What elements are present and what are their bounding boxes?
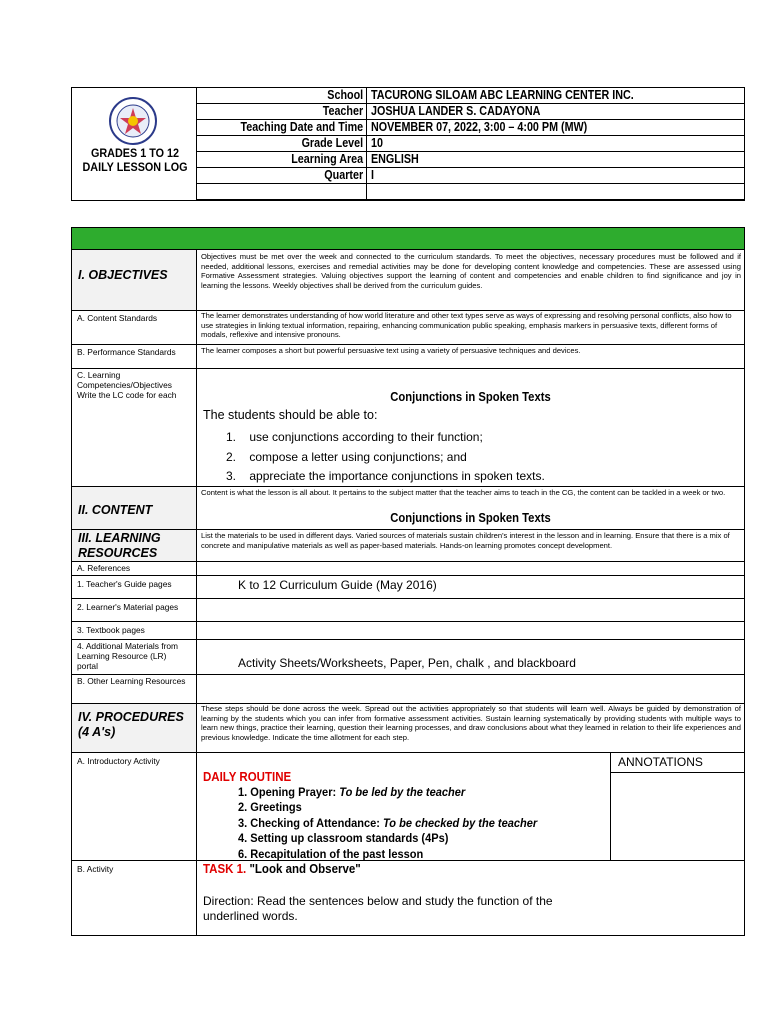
resources-title: III. LEARNING RESOURCES xyxy=(78,531,161,560)
blank-row xyxy=(197,184,745,200)
grade-row: Grade Level 10 xyxy=(197,136,745,152)
textbook-label: 3. Textbook pages xyxy=(77,625,145,635)
daily-routine-heading: DAILY ROUTINE xyxy=(203,770,292,784)
intro-activity-label: A. Introductory Activity xyxy=(77,756,160,766)
task-heading: TASK 1. "Look and Observe" xyxy=(203,862,361,876)
content-topic: Conjunctions in Spoken Texts xyxy=(390,511,551,525)
annotations-divider xyxy=(610,752,611,860)
content-label-cell xyxy=(72,487,196,529)
teacher-row: Teacher JOSHUA LANDER S. CADAYONA xyxy=(197,104,745,120)
performance-standards-text: The learner composes a short but powerful persuasive text using a variety of persuasive techniques and devices. xyxy=(201,346,581,355)
header-info-table xyxy=(196,87,745,200)
activity-label: B. Activity xyxy=(77,864,114,874)
list-item: 2. Greetings xyxy=(238,800,302,815)
list-item: 2. compose a letter using conjunctions; and xyxy=(226,449,467,464)
objectives-desc: Objectives must be met over the week and connected to the curriculum standards. To meet the objectives, necessary procedures must be followed and if needed, additional lessons, exercises and remedial activities may be done for developing content knowledge and competencies. These are assessed using Formative Assessment strategies. Valuing objectives support the learning of content and competencies and enable children to find significance and joy in learning the lessons. Weekly objectives shall be derived from the curriculum guides. xyxy=(201,252,741,290)
competencies-topic: Conjunctions in Spoken Texts xyxy=(390,390,551,404)
procedures-title: IV. PROCEDURES (4 A's) xyxy=(78,710,184,739)
list-item: 3. appreciate the importance conjunctions in spoken texts. xyxy=(226,469,545,483)
competencies-label: C. Learning Competencies/Objectives Write the LC code for each xyxy=(77,370,177,400)
annotations-header: ANNOTATIONS xyxy=(618,755,703,769)
list-item: 1. use conjunctions according to their function; xyxy=(226,430,483,444)
lr-portal-value: Activity Sheets/Worksheets, Paper, Pen, chalk , and blackboard xyxy=(238,656,576,670)
competencies-list xyxy=(226,428,545,487)
references-label: A. References xyxy=(77,563,131,573)
procedures-label-cell xyxy=(72,704,196,752)
log-title: GRADES 1 TO 12 DAILY LESSON LOG xyxy=(82,146,188,174)
green-band xyxy=(71,227,745,250)
procedures-desc: These steps should be done across the week. Spread out the activities appropriately so that students will learn well. Always be guided by demonstration of learning by the students which you can infer from formative assessment activities. Sustain learning systematically by providing students with multiple ways to learn new things, practice their learning, question their learning processes, and draw conclusions about what they learned in relation to their life experiences and previous knowledge. Indicate the time allotment for each step. xyxy=(201,704,741,742)
teachers-guide-label: 1. Teacher's Guide pages xyxy=(77,579,172,589)
objectives-title: I. OBJECTIVES xyxy=(78,268,168,282)
list-item: 6. Recapitulation of the past lesson xyxy=(238,846,424,861)
routine-list xyxy=(238,785,537,862)
task-direction: Direction: Read the sentences below and study the function of the underlined words. xyxy=(203,894,553,923)
list-item: 3. Checking of Attendance: To be checked by the teacher xyxy=(238,815,538,830)
quarter-row: Quarter I xyxy=(197,168,745,184)
list-item: 4. Setting up classroom standards (4Ps) xyxy=(238,831,449,846)
performance-standards-label: B. Performance Standards xyxy=(77,347,176,357)
teachers-guide-value: K to 12 Curriculum Guide (May 2016) xyxy=(238,578,437,592)
content-desc: Content is what the lesson is all about. It pertains to the subject matter that the teacher aims to teach in the CG, the content can be tackled in a week or two. xyxy=(201,488,726,497)
area-row: Learning Area ENGLISH xyxy=(197,152,745,168)
resources-desc: List the materials to be used in different days. Varied sources of materials sustain children's interest in the lesson and in learning. Ensure that there is a mix of concrete and manipulative materials as well as paper-based materials. Hands-on learning promotes concept development. xyxy=(201,531,730,550)
objectives-label-cell xyxy=(72,250,196,310)
lr-portal-label: 4. Additional Materials from Learning Resource (LR) portal xyxy=(77,641,179,671)
learners-material-label: 2. Learner's Material pages xyxy=(77,602,179,612)
school-row: School TACURONG SILOAM ABC LEARNING CENTER INC. xyxy=(197,88,745,104)
resources-label-cell xyxy=(72,530,196,561)
content-title: II. CONTENT xyxy=(78,503,153,517)
column-divider xyxy=(196,250,197,936)
date-row: Teaching Date and Time NOVEMBER 07, 2022, 3:00 – 4:00 PM (MW) xyxy=(197,120,745,136)
list-item: 1. Opening Prayer: To be led by the teacher xyxy=(238,785,466,799)
deped-logo xyxy=(100,96,166,146)
other-resources-label: B. Other Learning Resources xyxy=(77,676,186,686)
content-standards-label: A. Content Standards xyxy=(77,313,158,323)
competencies-intro: The students should be able to: xyxy=(203,408,378,422)
content-standards-text: The learner demonstrates understanding of how world literature and other text types serve as ways of expressing and resolving personal conflicts, also how to use strategies in linking textual information, repairing, enhancing communication public speaking, emphasis markers in persuasive texts, different forms of modals, reflexive and intensive pronouns. xyxy=(201,311,732,340)
